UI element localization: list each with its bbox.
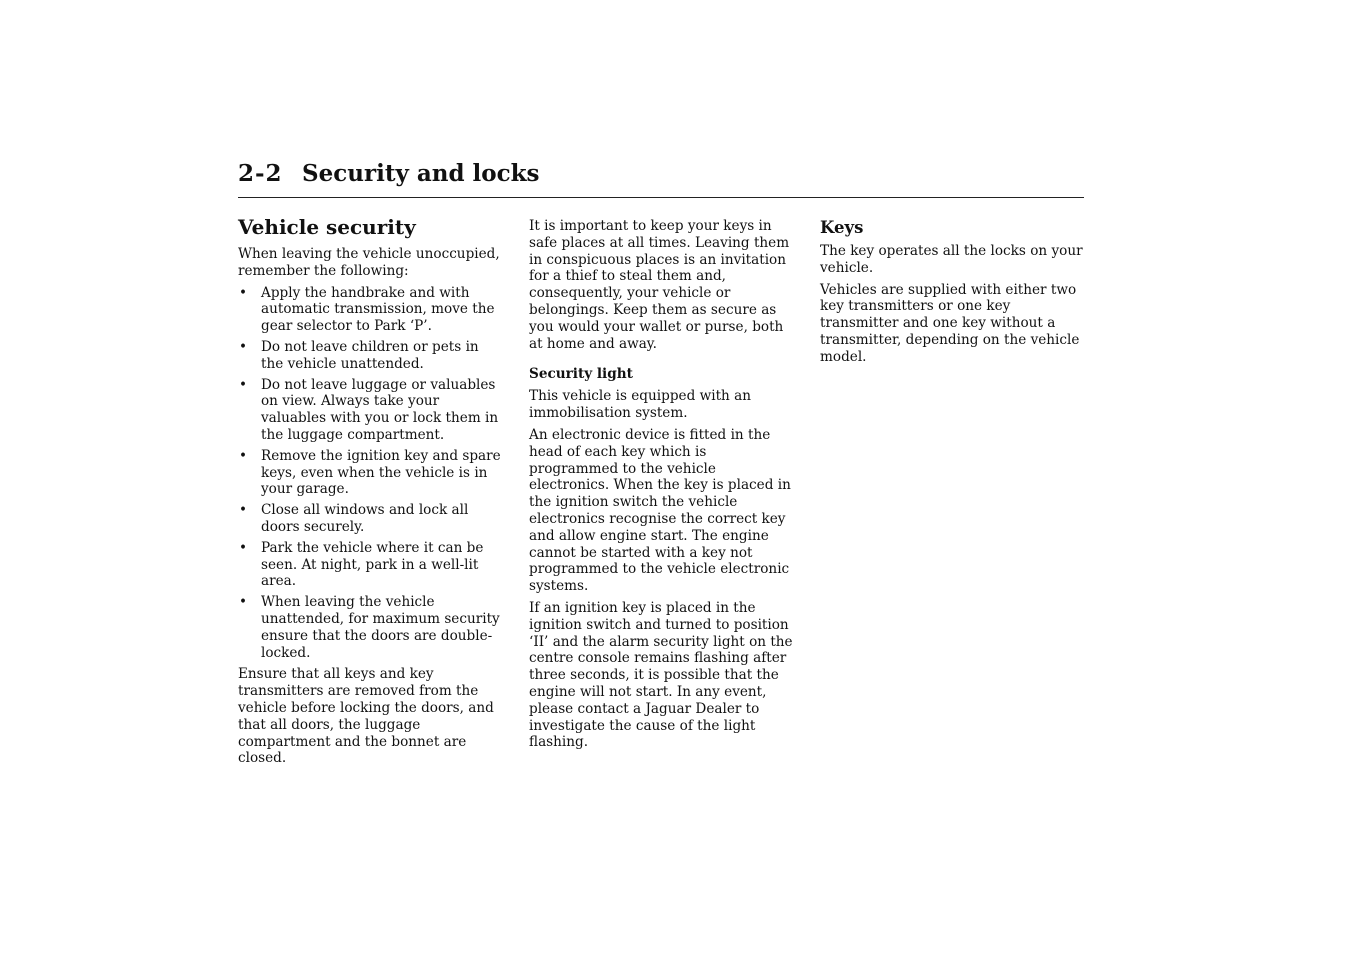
column-keys — [820, 214, 1084, 371]
bullet-icon: • — [239, 539, 248, 556]
subheading-security-light: Security light — [529, 366, 633, 383]
list-item-text: Do not leave luggage or valuables on view. Always take your valuables with you or lock them in the luggage compartment. — [261, 376, 499, 443]
list-item — [238, 377, 502, 444]
list-item-text: Apply the handbrake and with automatic transmission, move the gear selector to Park ‘P’. — [261, 284, 495, 335]
column-security-light — [529, 218, 793, 756]
page-header — [238, 158, 1084, 198]
bullet-icon: • — [239, 338, 248, 355]
chapter-title: Security and locks — [302, 160, 540, 187]
section-heading-vehicle-security: Vehicle security — [238, 215, 416, 239]
security-light-paragraph: If an ignition key is placed in the ignition switch and turned to position ‘II’ and the alarm security light on the centre console remains flashing after three seconds, it is possible that the engine will not start. In any event, please contact a Jaguar Dealer to investigate the cause of the light flashing. — [529, 599, 793, 751]
transmitters-paragraph: Vehicles are supplied with either two key transmitters or one key transmitter and one key without a transmitter, depending on the vehicle model. — [820, 281, 1080, 365]
list-item — [238, 502, 502, 536]
list-item — [238, 339, 502, 373]
list-item — [238, 285, 502, 335]
bullet-icon: • — [239, 594, 248, 611]
column-vehicle-security — [238, 214, 502, 772]
immobiliser-paragraph: This vehicle is equipped with an immobilisation system. — [529, 388, 751, 422]
bullet-icon: • — [239, 447, 248, 464]
list-item — [238, 540, 502, 590]
section-heading-keys: Keys — [820, 218, 864, 237]
list-item — [238, 594, 502, 661]
bullet-icon: • — [239, 502, 248, 519]
list-item-text: Remove the ignition key and spare keys, even when the vehicle is in your garage. — [261, 447, 501, 498]
intro-paragraph: When leaving the vehicle unoccupied, remember the following: — [238, 246, 500, 279]
keys-paragraph: The key operates all the locks on your vehicle. — [820, 243, 1083, 276]
page-number: 2-2 — [238, 160, 283, 187]
closing-paragraph: Ensure that all keys and key transmitters are removed from the vehicle before locking the doors, and that all doors, the luggage compartment and the bonnet are closed. — [238, 666, 494, 767]
electronic-device-paragraph: An electronic device is fitted in the head of each key which is programmed to the vehicle electronics. When the key is placed in the ignition switch the vehicle electronics recognise the correct key and allow engine start. The engine cannot be started with a key not programmed to the vehicle electronic systems. — [529, 426, 791, 595]
bullet-icon: • — [239, 376, 248, 393]
keys-safety-paragraph: It is important to keep your keys in safe places at all times. Leaving them in conspicuous places is an invitation for a thief to steal them and, consequently, your vehicle or belongings. Keep them as secure as you would your wallet or purse, both at home and away. — [529, 218, 790, 352]
security-checklist — [238, 285, 502, 662]
list-item — [238, 448, 502, 498]
bullet-icon: • — [239, 284, 248, 301]
list-item-text: When leaving the vehicle unattended, for maximum security ensure that the doors are double-locked. — [261, 594, 500, 661]
list-item-text: Do not leave children or pets in the vehicle unattended. — [261, 338, 479, 372]
list-item-text: Park the vehicle where it can be seen. At night, park in a well-lit area. — [261, 539, 484, 590]
list-item-text: Close all windows and lock all doors securely. — [261, 502, 469, 535]
